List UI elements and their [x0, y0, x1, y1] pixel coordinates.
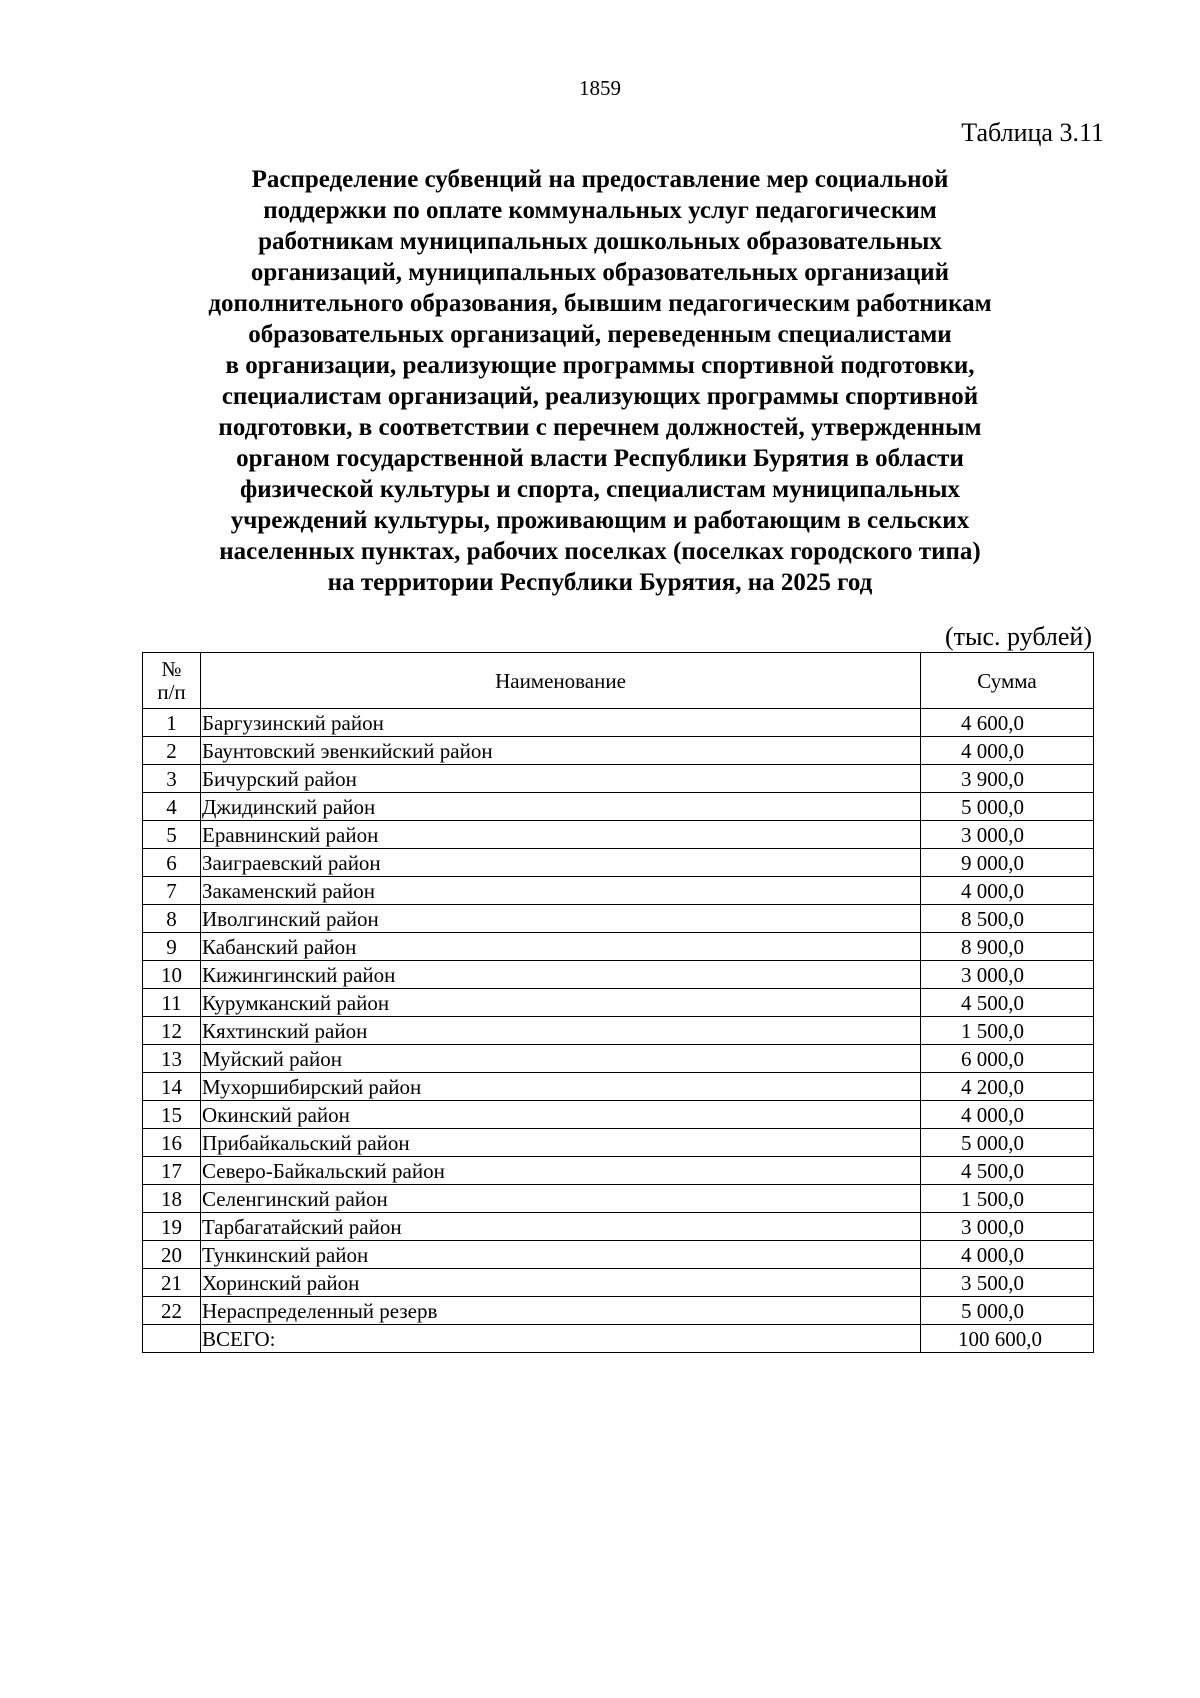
row-name-cell: Тарбагатайский район — [201, 1213, 921, 1241]
row-number-cell: 9 — [143, 933, 201, 961]
row-sum-cell: 3 500,0 — [921, 1269, 1094, 1297]
row-number-cell: 6 — [143, 849, 201, 877]
table-row — [143, 1129, 1094, 1157]
row-name-cell: Муйский район — [201, 1045, 921, 1073]
row-name-cell: Баунтовский эвенкийский район — [201, 737, 921, 765]
row-sum-cell: 4 000,0 — [921, 1101, 1094, 1129]
row-sum-cell: 8 900,0 — [921, 933, 1094, 961]
table-row — [143, 905, 1094, 933]
row-number-cell: 4 — [143, 793, 201, 821]
title-line: физической культуры и спорта, специалистам муниципальных — [239, 476, 961, 503]
table-row — [143, 1073, 1094, 1101]
row-name-cell: Окинский район — [201, 1101, 921, 1129]
title-line: работникам муниципальных дошкольных образовательных — [258, 228, 942, 255]
table-row — [143, 709, 1094, 737]
header-number-abbrev: п/п — [157, 679, 186, 704]
row-sum-cell: 1 500,0 — [921, 1185, 1094, 1213]
row-sum-cell: 4 000,0 — [921, 737, 1094, 765]
row-number-cell: 3 — [143, 765, 201, 793]
row-sum-cell: 3 000,0 — [921, 1213, 1094, 1241]
header-number-symbol: № — [161, 656, 182, 681]
row-name-cell: Хоринский район — [201, 1269, 921, 1297]
title-line: образовательных организаций, переведенным специалистами — [248, 321, 952, 348]
row-number-cell: 8 — [143, 905, 201, 933]
row-number-cell: 11 — [143, 989, 201, 1017]
row-name-cell: Нераспределенный резерв — [201, 1297, 921, 1325]
row-number-cell: 16 — [143, 1129, 201, 1157]
total-number-cell — [143, 1325, 201, 1353]
total-label-cell: ВСЕГО: — [201, 1325, 921, 1353]
row-sum-cell: 4 500,0 — [921, 1157, 1094, 1185]
row-number-cell: 5 — [143, 821, 201, 849]
row-name-cell: Тункинский район — [201, 1241, 921, 1269]
units-label: (тыс. рублей) — [944, 622, 1092, 651]
table-row — [143, 821, 1094, 849]
row-number-cell: 21 — [143, 1269, 201, 1297]
table-row — [143, 1213, 1094, 1241]
total-sum-cell: 100 600,0 — [921, 1325, 1094, 1353]
table-row — [143, 877, 1094, 905]
table-row — [143, 1045, 1094, 1073]
row-sum-cell: 6 000,0 — [921, 1045, 1094, 1073]
table-row — [143, 765, 1094, 793]
total-row — [143, 1325, 1094, 1353]
table-row — [143, 1017, 1094, 1045]
row-sum-cell: 5 000,0 — [921, 793, 1094, 821]
row-number-cell: 1 — [143, 709, 201, 737]
row-sum-cell: 5 000,0 — [921, 1297, 1094, 1325]
row-sum-cell: 3 000,0 — [921, 961, 1094, 989]
row-number-cell: 13 — [143, 1045, 201, 1073]
row-number-cell: 2 — [143, 737, 201, 765]
table-label: Таблица 3.11 — [961, 118, 1104, 147]
table-header-row — [143, 653, 1094, 709]
title-line: населенных пунктах, рабочих поселках (поселках городского типа) — [219, 538, 981, 565]
page-number: 1859 — [579, 76, 621, 100]
row-sum-cell: 3 000,0 — [921, 821, 1094, 849]
row-sum-cell: 3 900,0 — [921, 765, 1094, 793]
title-line: Распределение субвенций на предоставление мер социальной — [251, 166, 949, 193]
table-row — [143, 1297, 1094, 1325]
row-name-cell: Закаменский район — [201, 877, 921, 905]
title-line: на территории Республики Бурятия, на 2025 год — [327, 569, 873, 596]
table-row — [143, 737, 1094, 765]
row-name-cell: Бичурский район — [201, 765, 921, 793]
row-sum-cell: 5 000,0 — [921, 1129, 1094, 1157]
row-name-cell: Кабанский район — [201, 933, 921, 961]
title-line: организаций, муниципальных образовательных организаций — [250, 259, 950, 286]
title-line: поддержки по оплате коммунальных услуг педагогическим — [263, 197, 937, 224]
title-line: учреждений культуры, проживающим и работающим в сельских — [230, 507, 970, 534]
document-title — [150, 164, 1050, 598]
table-row — [143, 1185, 1094, 1213]
allocation-table — [142, 652, 1094, 1353]
row-sum-cell: 1 500,0 — [921, 1017, 1094, 1045]
row-name-cell: Джидинский район — [201, 793, 921, 821]
table-row — [143, 961, 1094, 989]
row-sum-cell: 9 000,0 — [921, 849, 1094, 877]
header-sum: Сумма — [921, 653, 1094, 709]
row-number-cell: 22 — [143, 1297, 201, 1325]
row-number-cell: 12 — [143, 1017, 201, 1045]
row-sum-cell: 4 500,0 — [921, 989, 1094, 1017]
table-row — [143, 1157, 1094, 1185]
row-sum-cell: 4 000,0 — [921, 877, 1094, 905]
row-name-cell: Баргузинский район — [201, 709, 921, 737]
row-number-cell: 10 — [143, 961, 201, 989]
row-sum-cell: 8 500,0 — [921, 905, 1094, 933]
row-name-cell: Прибайкальский район — [201, 1129, 921, 1157]
row-name-cell: Заиграевский район — [201, 849, 921, 877]
title-line: в организации, реализующие программы спортивной подготовки, — [225, 352, 975, 379]
row-number-cell: 17 — [143, 1157, 201, 1185]
row-number-cell: 20 — [143, 1241, 201, 1269]
row-number-cell: 18 — [143, 1185, 201, 1213]
header-number — [143, 653, 201, 709]
row-number-cell: 15 — [143, 1101, 201, 1129]
row-name-cell: Еравнинский район — [201, 821, 921, 849]
table-row — [143, 849, 1094, 877]
row-name-cell: Кяхтинский район — [201, 1017, 921, 1045]
row-name-cell: Северо-Байкальский район — [201, 1157, 921, 1185]
table-row — [143, 989, 1094, 1017]
header-name: Наименование — [201, 653, 921, 709]
row-number-cell: 7 — [143, 877, 201, 905]
title-line: подготовки, в соответствии с перечнем должностей, утвержденным — [218, 414, 982, 441]
title-line: органом государственной власти Республики Бурятия в области — [236, 445, 964, 472]
row-name-cell: Кижингинский район — [201, 961, 921, 989]
row-sum-cell: 4 200,0 — [921, 1073, 1094, 1101]
title-line: дополнительного образования, бывшим педагогическим работникам — [208, 290, 992, 317]
title-line: специалистам организаций, реализующих программы спортивной — [221, 383, 979, 410]
table-row — [143, 933, 1094, 961]
row-name-cell: Курумканский район — [201, 989, 921, 1017]
row-name-cell: Иволгинский район — [201, 905, 921, 933]
row-number-cell: 14 — [143, 1073, 201, 1101]
row-sum-cell: 4 000,0 — [921, 1241, 1094, 1269]
table-row — [143, 1241, 1094, 1269]
row-name-cell: Селенгинский район — [201, 1185, 921, 1213]
row-name-cell: Мухоршибирский район — [201, 1073, 921, 1101]
table-row — [143, 1269, 1094, 1297]
table-row — [143, 1101, 1094, 1129]
row-number-cell: 19 — [143, 1213, 201, 1241]
row-sum-cell: 4 600,0 — [921, 709, 1094, 737]
table-row — [143, 793, 1094, 821]
